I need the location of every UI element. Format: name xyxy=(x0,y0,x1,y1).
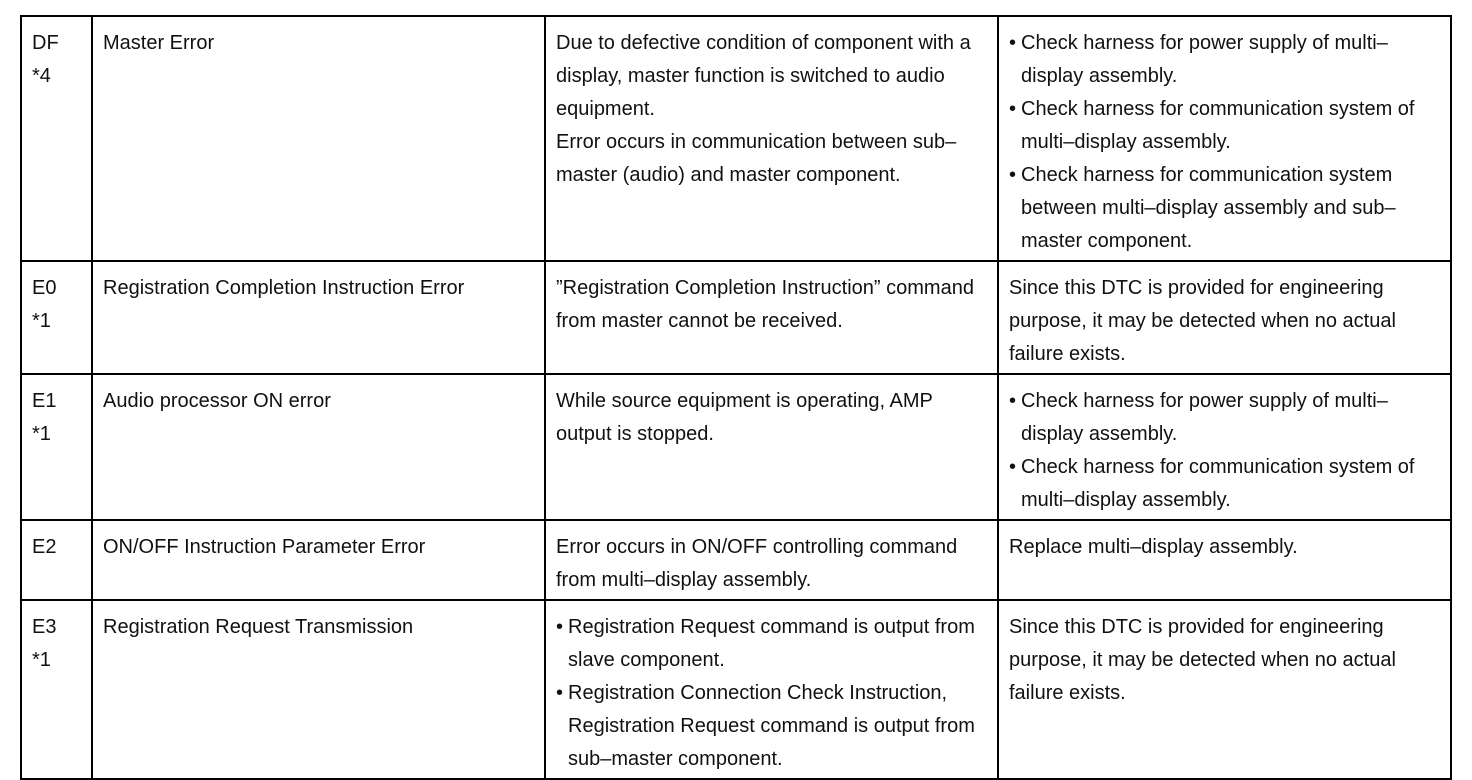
condition-text: Error occurs in communication between sub–master (audio) and master component. xyxy=(556,131,957,186)
note-ref: *4 xyxy=(32,65,51,87)
dtc-code: E0 xyxy=(32,277,57,299)
trouble-area-cell: Since this DTC is provided for engineering purpose, it may be detected when no actual failure exists. xyxy=(998,600,1451,779)
diagnosis-condition-cell: While source equipment is operating, AMP output is stopped. xyxy=(545,374,998,520)
remedy-list xyxy=(1009,27,1440,258)
note-ref: *1 xyxy=(32,423,51,445)
condition-text: Due to defective condition of component with a display, master function is switched to audio equipment. xyxy=(556,32,971,120)
dtc-code-cell xyxy=(21,600,92,779)
detection-item-cell: Registration Completion Instruction Error xyxy=(92,261,545,374)
trouble-area-cell xyxy=(998,16,1451,261)
remedy-list xyxy=(1009,385,1440,517)
detection-item-cell: Audio processor ON error xyxy=(92,374,545,520)
table-row xyxy=(21,374,1451,520)
list-item: • Check harness for power supply of multi–display assembly. xyxy=(1009,385,1440,451)
diagnosis-condition-cell: Error occurs in ON/OFF controlling command from multi–display assembly. xyxy=(545,520,998,600)
diagnosis-condition-cell xyxy=(545,600,998,779)
dtc-code: DF xyxy=(32,32,59,54)
note-ref: *1 xyxy=(32,310,51,332)
condition-list xyxy=(556,611,987,776)
dtc-table xyxy=(20,15,1452,780)
table-row xyxy=(21,261,1451,374)
list-item: • Check harness for communication system between multi–display assembly and sub–master component. xyxy=(1009,159,1440,258)
trouble-area-cell: Replace multi–display assembly. xyxy=(998,520,1451,600)
list-item: • Registration Request command is output from slave component. xyxy=(556,611,987,677)
table-row xyxy=(21,600,1451,779)
table-row xyxy=(21,16,1451,261)
detection-item-cell: ON/OFF Instruction Parameter Error xyxy=(92,520,545,600)
list-item: • Check harness for power supply of multi–display assembly. xyxy=(1009,27,1440,93)
dtc-code-cell xyxy=(21,261,92,374)
dtc-code: E2 xyxy=(32,536,57,558)
trouble-area-cell: Since this DTC is provided for engineering purpose, it may be detected when no actual failure exists. xyxy=(998,261,1451,374)
note-ref: *1 xyxy=(32,649,51,671)
list-item: • Check harness for communication system of multi–display assembly. xyxy=(1009,451,1440,517)
trouble-area-cell xyxy=(998,374,1451,520)
detection-item-cell: Master Error xyxy=(92,16,545,261)
detection-item-cell: Registration Request Transmission xyxy=(92,600,545,779)
diagnosis-condition-cell xyxy=(545,16,998,261)
list-item: • Check harness for communication system of multi–display assembly. xyxy=(1009,93,1440,159)
list-item: • Registration Connection Check Instruction, Registration Request command is output from sub–master component. xyxy=(556,677,987,776)
diagnosis-condition-cell: ”Registration Completion Instruction” command from master cannot be received. xyxy=(545,261,998,374)
dtc-code: E3 xyxy=(32,616,57,638)
dtc-code: E1 xyxy=(32,390,57,412)
dtc-code-cell xyxy=(21,16,92,261)
table-row xyxy=(21,520,1451,600)
dtc-code-cell xyxy=(21,520,92,600)
dtc-code-cell xyxy=(21,374,92,520)
